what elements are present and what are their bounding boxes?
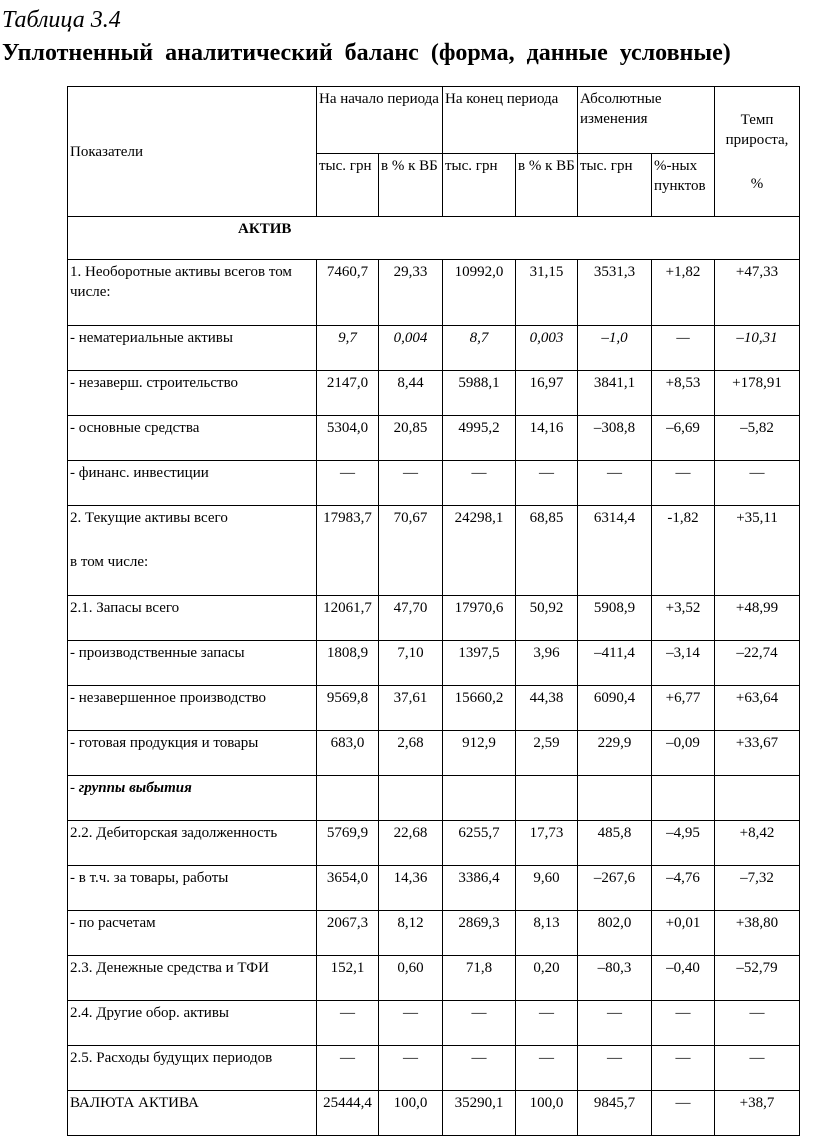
row-cell: +33,67 (715, 731, 800, 776)
row-cell: 2067,3 (317, 911, 379, 956)
row-cell: 15660,2 (443, 686, 516, 731)
row-cell: — (516, 1046, 578, 1091)
table-caption: Таблица 3.4 (2, 7, 121, 33)
subheader-end-percent: в % к ВБ (516, 154, 578, 217)
row-cell: 7,10 (379, 641, 443, 686)
row-cell: +6,77 (652, 686, 715, 731)
row-cell: — (652, 1046, 715, 1091)
subheader-abs-thousand: тыс. грн (578, 154, 652, 217)
row-label (68, 260, 317, 326)
row-cell: +3,52 (652, 596, 715, 641)
row-cell: –5,82 (715, 416, 800, 461)
row-label (68, 596, 317, 641)
row-cell: 24298,1 (443, 506, 516, 596)
row-cell: — (652, 461, 715, 506)
row-cell: 802,0 (578, 911, 652, 956)
row-cell (578, 776, 652, 821)
row-cell: –308,8 (578, 416, 652, 461)
row-label-text: - (70, 780, 79, 796)
subheader-abs-points: %-ных пунктов (652, 154, 715, 217)
row-cell: +63,64 (715, 686, 800, 731)
row-cell: — (715, 1046, 800, 1091)
table-row (68, 956, 800, 1001)
row-cell: — (443, 1046, 516, 1091)
row-cell: 1397,5 (443, 641, 516, 686)
row-cell: 9569,8 (317, 686, 379, 731)
table-row (68, 866, 800, 911)
row-label-text: 1. Необоротные активы всегов том числе: (70, 264, 292, 300)
row-cell: –80,3 (578, 956, 652, 1001)
row-cell: — (578, 461, 652, 506)
row-label-text: 2.4. Другие обор. активы (70, 1005, 229, 1021)
table-row (68, 911, 800, 956)
row-cell: — (516, 1001, 578, 1046)
row-cell: 31,15 (516, 260, 578, 326)
row-cell: 68,85 (516, 506, 578, 596)
row-cell: — (652, 326, 715, 371)
row-cell: 0,003 (516, 326, 578, 371)
row-cell: 12061,7 (317, 596, 379, 641)
row-label-text: 2.5. Расходы будущих периодов (70, 1050, 273, 1066)
row-cell: — (379, 1001, 443, 1046)
row-cell: 8,7 (443, 326, 516, 371)
row-cell: –1,0 (578, 326, 652, 371)
subheader-start-percent: в % к ВБ (379, 154, 443, 217)
row-label-text: - по расчетам (70, 915, 156, 931)
row-cell: — (652, 1091, 715, 1136)
row-cell: 4995,2 (443, 416, 516, 461)
row-label (68, 461, 317, 506)
row-cell: 71,8 (443, 956, 516, 1001)
row-cell: –52,79 (715, 956, 800, 1001)
row-cell: 3386,4 (443, 866, 516, 911)
row-cell: — (443, 461, 516, 506)
row-cell: — (578, 1001, 652, 1046)
row-cell (443, 776, 516, 821)
row-cell: 22,68 (379, 821, 443, 866)
row-cell: — (443, 1001, 516, 1046)
row-label-text: - готовая продукция и товары (70, 735, 259, 751)
row-cell: –10,31 (715, 326, 800, 371)
row-cell: 5988,1 (443, 371, 516, 416)
header-period-end: На конец периода (443, 87, 578, 154)
row-cell: 44,38 (516, 686, 578, 731)
row-cell: –22,74 (715, 641, 800, 686)
row-label-text: 2. Текущие активы всего (70, 510, 228, 526)
table-row (68, 1001, 800, 1046)
table-row (68, 596, 800, 641)
row-cell: +48,99 (715, 596, 800, 641)
row-cell: 70,67 (379, 506, 443, 596)
row-cell: 16,97 (516, 371, 578, 416)
row-cell: 683,0 (317, 731, 379, 776)
row-cell: 6090,4 (578, 686, 652, 731)
row-label-text: - в т.ч. за товары, работы (70, 870, 229, 886)
row-cell (715, 776, 800, 821)
row-cell: 8,13 (516, 911, 578, 956)
row-cell: 0,004 (379, 326, 443, 371)
row-cell: +8,42 (715, 821, 800, 866)
row-cell: +178,91 (715, 371, 800, 416)
section-aktiv: АКТИВ (68, 217, 800, 260)
row-cell (317, 776, 379, 821)
row-cell: 37,61 (379, 686, 443, 731)
row-cell: 35290,1 (443, 1091, 516, 1136)
row-cell: 912,9 (443, 731, 516, 776)
header-period-start: На начало периода (317, 87, 443, 154)
row-label-text: 2.3. Денежные средства и ТФИ (70, 960, 269, 976)
row-cell: 2,59 (516, 731, 578, 776)
row-cell: +8,53 (652, 371, 715, 416)
row-cell: — (317, 1001, 379, 1046)
row-label (68, 371, 317, 416)
row-label (68, 416, 317, 461)
row-cell: –411,4 (578, 641, 652, 686)
table-row (68, 326, 800, 371)
row-cell: –7,32 (715, 866, 800, 911)
row-label (68, 821, 317, 866)
row-cell: 2147,0 (317, 371, 379, 416)
row-label-text: - нематериальные активы (70, 330, 233, 346)
row-cell: — (578, 1046, 652, 1091)
row-label-text: - незаверш. строительство (70, 375, 239, 391)
row-cell: 14,36 (379, 866, 443, 911)
header-growth-line1: Темп прироста, (725, 111, 789, 148)
subheader-start-thousand: тыс. грн (317, 154, 379, 217)
row-cell: 5769,9 (317, 821, 379, 866)
header-indicators: Показатели (68, 87, 317, 217)
row-label (68, 641, 317, 686)
row-cell: 8,12 (379, 911, 443, 956)
table-row (68, 260, 800, 326)
row-cell: 229,9 (578, 731, 652, 776)
table-row (68, 506, 800, 596)
row-cell: — (379, 1046, 443, 1091)
table-title: Уплотненный аналитический баланс (форма, данные условные) (2, 40, 731, 66)
table-row (68, 1046, 800, 1091)
header-growth-rate (715, 87, 800, 217)
subheader-end-thousand: тыс. грн (443, 154, 516, 217)
row-cell: — (652, 1001, 715, 1046)
row-cell: –0,40 (652, 956, 715, 1001)
table-row (68, 461, 800, 506)
row-label (68, 911, 317, 956)
row-cell: — (516, 461, 578, 506)
row-cell: 7460,7 (317, 260, 379, 326)
row-cell: –3,14 (652, 641, 715, 686)
row-label-text: - основные средства (70, 420, 200, 436)
row-cell: 3654,0 (317, 866, 379, 911)
row-cell: 3,96 (516, 641, 578, 686)
row-cell: 100,0 (516, 1091, 578, 1136)
table-row (68, 731, 800, 776)
row-label (68, 326, 317, 371)
row-cell: 8,44 (379, 371, 443, 416)
row-cell: 0,60 (379, 956, 443, 1001)
row-cell: — (715, 1001, 800, 1046)
row-cell: — (715, 461, 800, 506)
row-cell: 17970,6 (443, 596, 516, 641)
header-absolute-change: Абсолютные изменения (578, 87, 715, 154)
row-cell: 2869,3 (443, 911, 516, 956)
row-cell: –0,09 (652, 731, 715, 776)
row-cell: –4,76 (652, 866, 715, 911)
row-label-text: - финанс. инвестиции (70, 465, 209, 481)
table-row (68, 416, 800, 461)
table-row (68, 686, 800, 731)
row-cell: +0,01 (652, 911, 715, 956)
row-label (68, 686, 317, 731)
table-row (68, 371, 800, 416)
row-cell: 6255,7 (443, 821, 516, 866)
row-cell: +38,80 (715, 911, 800, 956)
row-label (68, 1046, 317, 1091)
row-label-italic: группы выбытия (78, 780, 192, 796)
row-cell: 25444,4 (317, 1091, 379, 1136)
balance-table (67, 86, 800, 1136)
table-row (68, 776, 800, 821)
table-row (68, 1091, 800, 1136)
table-row (68, 821, 800, 866)
row-cell: 20,85 (379, 416, 443, 461)
row-label-sub: в том числе: (70, 554, 149, 570)
row-cell: — (379, 461, 443, 506)
row-label (68, 731, 317, 776)
row-cell: 0,20 (516, 956, 578, 1001)
row-cell: 14,16 (516, 416, 578, 461)
table-row (68, 641, 800, 686)
row-cell: 5304,0 (317, 416, 379, 461)
row-label-text: 2.1. Запасы всего (70, 600, 180, 616)
row-label (68, 506, 317, 596)
row-cell: 152,1 (317, 956, 379, 1001)
row-cell: 9,7 (317, 326, 379, 371)
row-cell: +35,11 (715, 506, 800, 596)
row-cell: — (317, 461, 379, 506)
row-cell: +47,33 (715, 260, 800, 326)
row-label-text: ВАЛЮТА АКТИВА (70, 1095, 199, 1111)
row-cell: –4,95 (652, 821, 715, 866)
row-label (68, 776, 317, 821)
row-cell: -1,82 (652, 506, 715, 596)
row-cell: 9845,7 (578, 1091, 652, 1136)
row-cell: 3841,1 (578, 371, 652, 416)
row-label-text: 2.2. Дебиторская задолженность (70, 825, 278, 841)
row-cell (652, 776, 715, 821)
row-cell: +1,82 (652, 260, 715, 326)
row-cell: 3531,3 (578, 260, 652, 326)
row-cell: 485,8 (578, 821, 652, 866)
header-growth-line2: % (750, 175, 764, 192)
row-cell: — (317, 1046, 379, 1091)
row-cell: 50,92 (516, 596, 578, 641)
row-cell: 5908,9 (578, 596, 652, 641)
row-label (68, 866, 317, 911)
row-cell: 1808,9 (317, 641, 379, 686)
row-cell (516, 776, 578, 821)
row-label (68, 1091, 317, 1136)
row-cell: –267,6 (578, 866, 652, 911)
row-label-text: - производственные запасы (70, 645, 245, 661)
row-cell: 2,68 (379, 731, 443, 776)
row-cell: 17,73 (516, 821, 578, 866)
row-cell: 47,70 (379, 596, 443, 641)
row-label (68, 1001, 317, 1046)
row-cell: 100,0 (379, 1091, 443, 1136)
row-label-text: - незавершенное производство (70, 690, 267, 706)
row-cell: +38,7 (715, 1091, 800, 1136)
row-label (68, 956, 317, 1001)
row-cell: 6314,4 (578, 506, 652, 596)
row-cell: 9,60 (516, 866, 578, 911)
row-cell: 29,33 (379, 260, 443, 326)
row-cell (379, 776, 443, 821)
row-cell: 17983,7 (317, 506, 379, 596)
row-cell: 10992,0 (443, 260, 516, 326)
row-cell: –6,69 (652, 416, 715, 461)
